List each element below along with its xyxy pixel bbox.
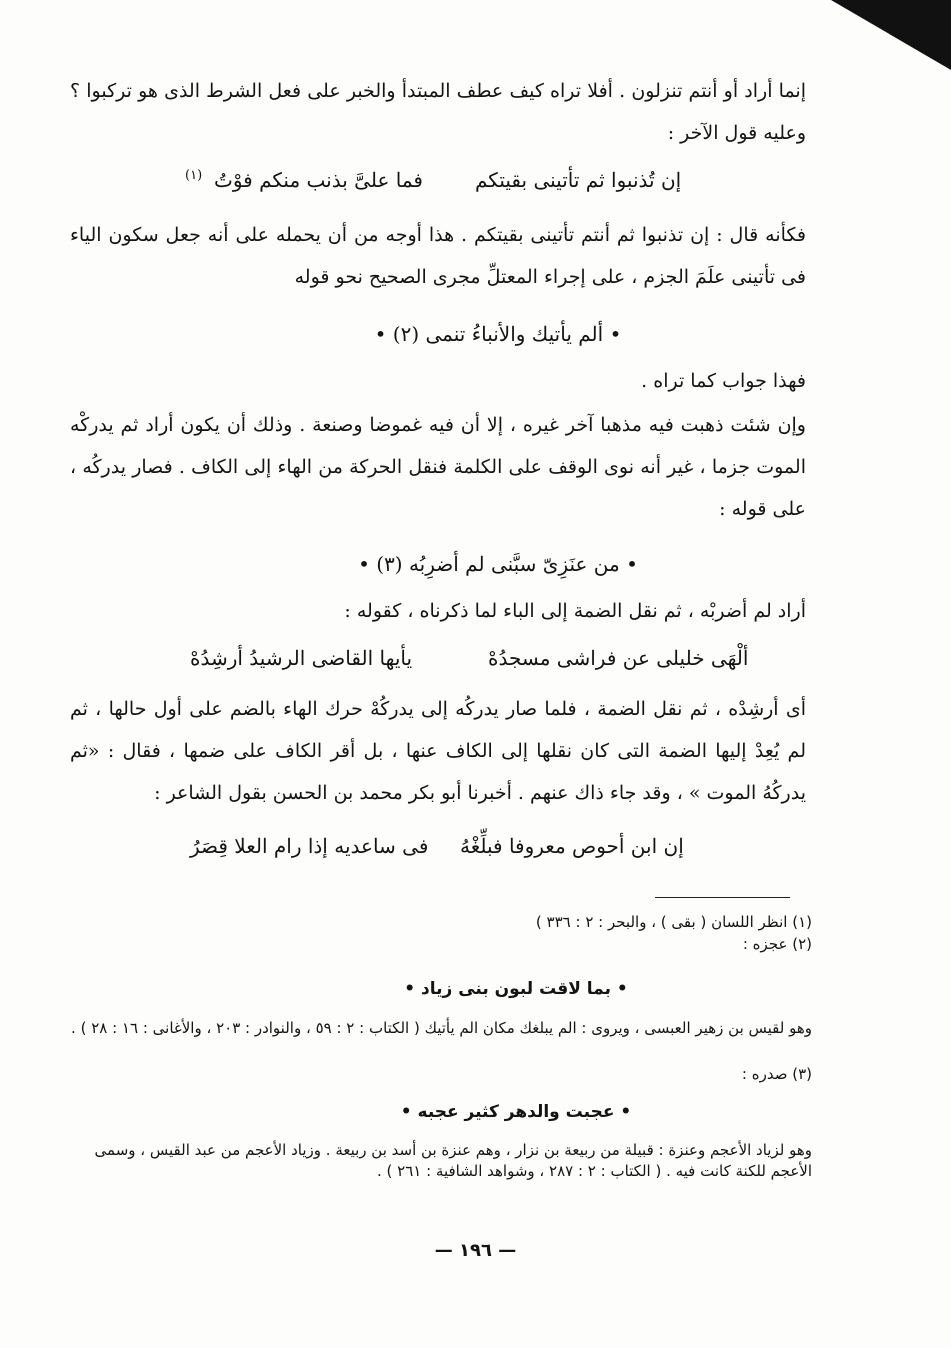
hemistich-1: • ألم يأتيك والأنباءُ تنمى (٢) • <box>374 322 622 346</box>
footnote-3-text: وهو لزياد الأعجم وعنزة : قبيلة من ربيعة بن نزار ، وهم عنزة بن أسد بن ربيعة . وزياد الأعجم من عبد القيس ، وسمى الأعجم للكنة كانت فيه . ( الكتاب : ٢ : ٢٨٧ ، وشواهد الشافية : ٢٦١ ) . <box>94 1141 812 1180</box>
footnote-2-text: وهو لقيس بن زهير العبسى ، ويروى : الم يبلغك مكان الم يأتيك ( الكتاب : ٢ : ٥٩ ، والنوادر : ٢٠٣ ، والأغانى : ١٦ : ٢٨ ) . <box>71 1019 812 1037</box>
hemistich-2: • من عنَزِىّ سبَّنى لم أضرِبُه (٣) • <box>358 552 638 576</box>
page-number: — ١٩٦ — <box>434 1240 517 1261</box>
footnote-2-verse: • بما لاقت لبون بنى زياد • <box>404 979 628 999</box>
paragraph-3: فهذا جواب كما تراه . <box>641 370 806 392</box>
paragraph-2: فكأنه قال : إن تذنبوا ثم أنتم تأتينى بقيتكم . هذا أوجه من أن يحمله على أنه جعل سكون الياء فى تأتينى علَمَ الجزم ، على إجراء المعتلِّ مجرى الصحيح نحو قوله <box>70 224 806 288</box>
verse-2-left-hemistich: يأيها القاضى الرشيدُ أرشِدُهْ <box>190 646 413 670</box>
footnote-1: (١) انظر اللسان ( بقى ) ، والبحر : ٢ : ٣٣٦ ) <box>535 913 812 931</box>
verse-1-right-hemistich: إن تُذنبوا ثم تأتينى بقيتكم <box>475 168 682 192</box>
corner-triangle-mark <box>831 0 951 70</box>
verse-3-left-hemistich: فى ساعديه إذا رام العلا قِصَرُ <box>190 834 429 858</box>
verse-1-left-hemistich: فما علىَّ بذنب منكم فوْتُ <box>214 168 423 192</box>
verse-3-right-hemistich: إن ابن أحوص معروفا فبلِّغْهُ <box>460 834 684 858</box>
verse-2-right-hemistich: ألْهَى خليلى عن فراشى مسجدُهْ <box>488 646 749 670</box>
paragraph-1: إنما أراد أو أنتم تنزلون . أفلا تراه كيف عطف المبتدأ والخبر على فعل الشرط الذى هو تركبوا ؟ وعليه قول الآخر : <box>70 80 806 144</box>
footnote-2-label: (٢) عجزه : <box>742 935 812 953</box>
paragraph-6: أى أرشِدْه ، ثم نقل الضمة ، فلما صار يدركُه إلى يدركُهْ حرك الهاء بالضم على أول حالها ، ثم لم يُعِدْ إليها الضمة التى كان نقلها إلى الكاف عنها ، بل أقر الكاف على ضمها ، فقال : «ثم يدركُهُ الموت » ، وقد جاء ذاك عنهم . أخبرنا أبو بكر محمد بن الحسن بقول الشاعر : <box>70 698 806 804</box>
footnote-3-verse: • عجبت والدهر كثير عجبه • <box>400 1102 632 1122</box>
footnote-ref-1: (١) <box>185 168 203 183</box>
footnote-3-label: (٣) صدره : <box>741 1065 812 1083</box>
paragraph-4: وإن شئت ذهبت فيه مذهبا آخر غيره ، إلا أن فيه غموضا وصنعة . وذلك أن يكون أراد ثم يدركْه الموت جزما ، غير أنه نوى الوقف على الكلمة فنقل الحركة من الهاء إلى الكاف . فصار يدركُه ، على قوله : <box>70 414 806 520</box>
footnote-separator <box>655 897 790 898</box>
paragraph-5: أراد لم أضربْه ، ثم نقل الضمة إلى الباء لما ذكرناه ، كقوله : <box>344 600 806 622</box>
